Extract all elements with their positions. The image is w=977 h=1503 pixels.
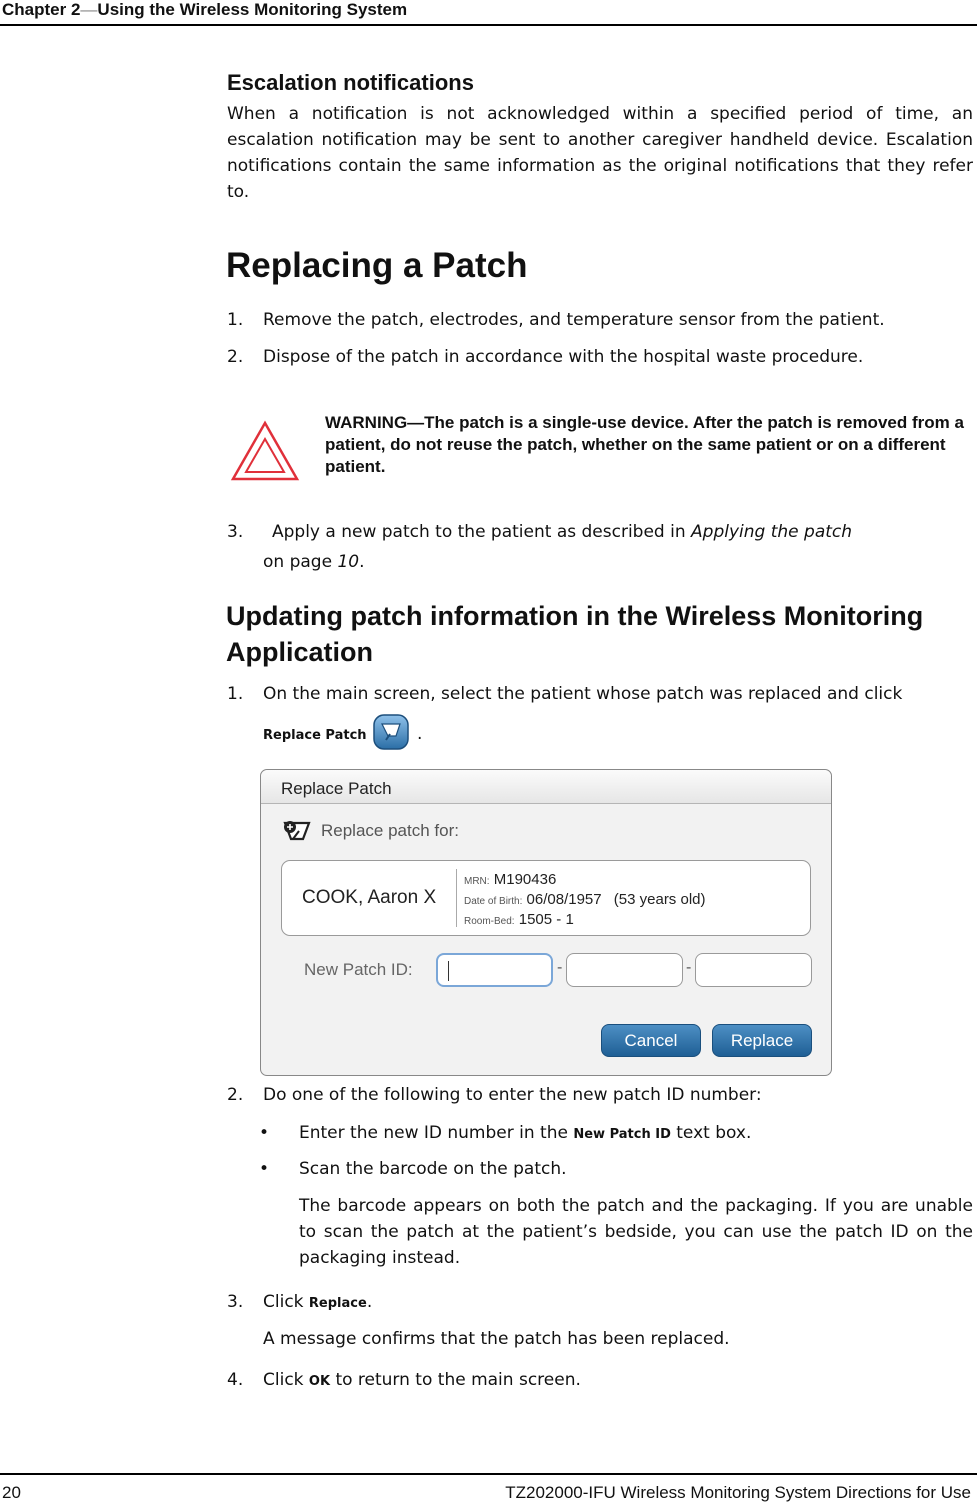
dob-value: 06/08/1957	[526, 891, 602, 908]
room-row	[464, 911, 574, 928]
period: .	[359, 552, 365, 572]
room-value: 1505 - 1	[518, 911, 574, 928]
step-number: 3.	[227, 522, 244, 542]
dialog-title: Replace Patch	[261, 770, 831, 804]
click-text: Click	[263, 1292, 309, 1312]
step-number: 3.	[227, 1292, 244, 1312]
bullet-text	[299, 1120, 751, 1148]
barcode-note: The barcode appears on both the patch and the packaging. If you are unable to scan the patch at the patient’s bedside, you can use the patch ID on the packaging instead.	[299, 1196, 973, 1268]
patch-id-input-1[interactable]	[436, 953, 553, 987]
updating-step-3	[227, 1289, 967, 1315]
replace-patch-button-ref	[263, 721, 367, 749]
bullet: •	[259, 1123, 270, 1143]
chapter-separator: —	[80, 0, 98, 19]
replacing-heading: Replacing a Patch	[226, 246, 528, 285]
escalation-body: When a notification is not acknowledged within a specified period of time, an escalation notification may be sent to another caregiver handheld device. Escalation notifications contain the same information as the original notifications that they refer to.	[227, 104, 973, 202]
replacing-step-1	[227, 307, 967, 333]
patch-id-input-3[interactable]	[695, 953, 812, 987]
updating-heading: Updating patch information in the Wireless Monitoring Application	[226, 601, 924, 667]
bullet-text: Scan the barcode on the patch.	[299, 1159, 567, 1179]
divider	[456, 869, 457, 927]
escalation-heading: Escalation notifications	[227, 70, 474, 95]
step-text: Remove the patch, electrodes, and temperature sensor from the patient.	[263, 310, 885, 330]
page-number: 20	[2, 1483, 21, 1502]
step-number: 1.	[227, 684, 244, 704]
patient-info-box	[281, 860, 811, 936]
chapter-number: Chapter 2	[2, 0, 81, 19]
step-number: 4.	[227, 1370, 244, 1390]
replace-confirmation-note: A message confirms that the patch has been replaced.	[263, 1329, 730, 1349]
mrn-row	[464, 871, 556, 888]
patch-icon	[281, 817, 313, 845]
click-text: Click	[263, 1370, 309, 1390]
replace-patch-dialog	[260, 769, 832, 1076]
dob-label: Date of Birth:	[464, 896, 523, 907]
cancel-button[interactable]: Cancel	[601, 1024, 701, 1057]
age-value: (53 years old)	[613, 891, 706, 908]
replacing-step-2	[227, 344, 967, 370]
patch-id-separator: -	[686, 959, 692, 976]
document-title: TZ202000-IFU Wireless Monitoring System Directions for Use	[505, 1483, 971, 1502]
step-text-before: Apply a new patch to the patient as described in	[272, 522, 692, 542]
mrn-value: M190436	[493, 871, 557, 888]
step-text: Dispose of the patch in accordance with the hospital waste procedure.	[263, 347, 864, 367]
ok-ref: OK	[308, 1374, 331, 1389]
replace-patch-label: Replace Patch	[263, 728, 367, 743]
step-text	[263, 1367, 581, 1395]
step-text: On the main screen, select the patient whose patch was replaced and click	[263, 684, 903, 704]
on-page-text: on page	[263, 552, 338, 572]
step-number: 2.	[227, 347, 244, 367]
text-caret	[448, 961, 449, 981]
bullet-text-before: Enter the new ID number in the	[299, 1123, 574, 1143]
bullet: •	[259, 1159, 270, 1179]
mrn-label: MRN:	[464, 876, 490, 887]
step-text	[272, 519, 852, 545]
step-text	[263, 1289, 372, 1317]
warning-text: WARNING—The patch is a single-use device. After the patch is removed from a patient, do not reuse the patch, whether on the same patient or on a different patient.	[325, 413, 964, 476]
bullet-item-scan	[259, 1156, 959, 1182]
replace-for-label: Replace patch for:	[321, 821, 459, 840]
replace-patch-icon[interactable]	[372, 713, 410, 751]
updating-step-4	[227, 1367, 967, 1393]
step-text-after: to return to the main screen.	[330, 1370, 581, 1390]
step-text-line2	[263, 549, 365, 575]
updating-step-1	[227, 681, 967, 761]
room-label: Room-Bed:	[464, 916, 515, 927]
step-number: 2.	[227, 1085, 244, 1105]
patch-id-separator: -	[557, 959, 563, 976]
replace-patch-for-row	[281, 816, 459, 846]
replace-button[interactable]: Replace	[712, 1024, 812, 1057]
dob-row	[464, 891, 706, 908]
step-text: Do one of the following to enter the new patch ID number:	[263, 1085, 762, 1105]
replace-ref: Replace	[308, 1296, 367, 1311]
bullet-item-enter-id	[259, 1120, 959, 1146]
step-number: 1.	[227, 310, 244, 330]
chapter-header	[0, 0, 977, 26]
page-footer	[0, 1473, 977, 1502]
updating-step-2	[227, 1082, 967, 1108]
chapter-title: Using the Wireless Monitoring System	[97, 0, 408, 19]
bullet-text-after: text box.	[670, 1123, 752, 1143]
applying-patch-link[interactable]: Applying the patch	[691, 522, 853, 542]
period: .	[366, 1292, 373, 1312]
warning-triangle-icon	[230, 420, 300, 482]
patient-name: COOK, Aaron X	[302, 887, 437, 908]
new-patch-id-ref: New Patch ID	[573, 1127, 671, 1142]
page-reference: 10	[337, 552, 360, 572]
new-patch-id-label: New Patch ID:	[304, 960, 413, 979]
patch-id-input-2[interactable]	[566, 953, 683, 987]
replacing-step-3	[227, 519, 967, 575]
step-end: .	[417, 724, 423, 744]
